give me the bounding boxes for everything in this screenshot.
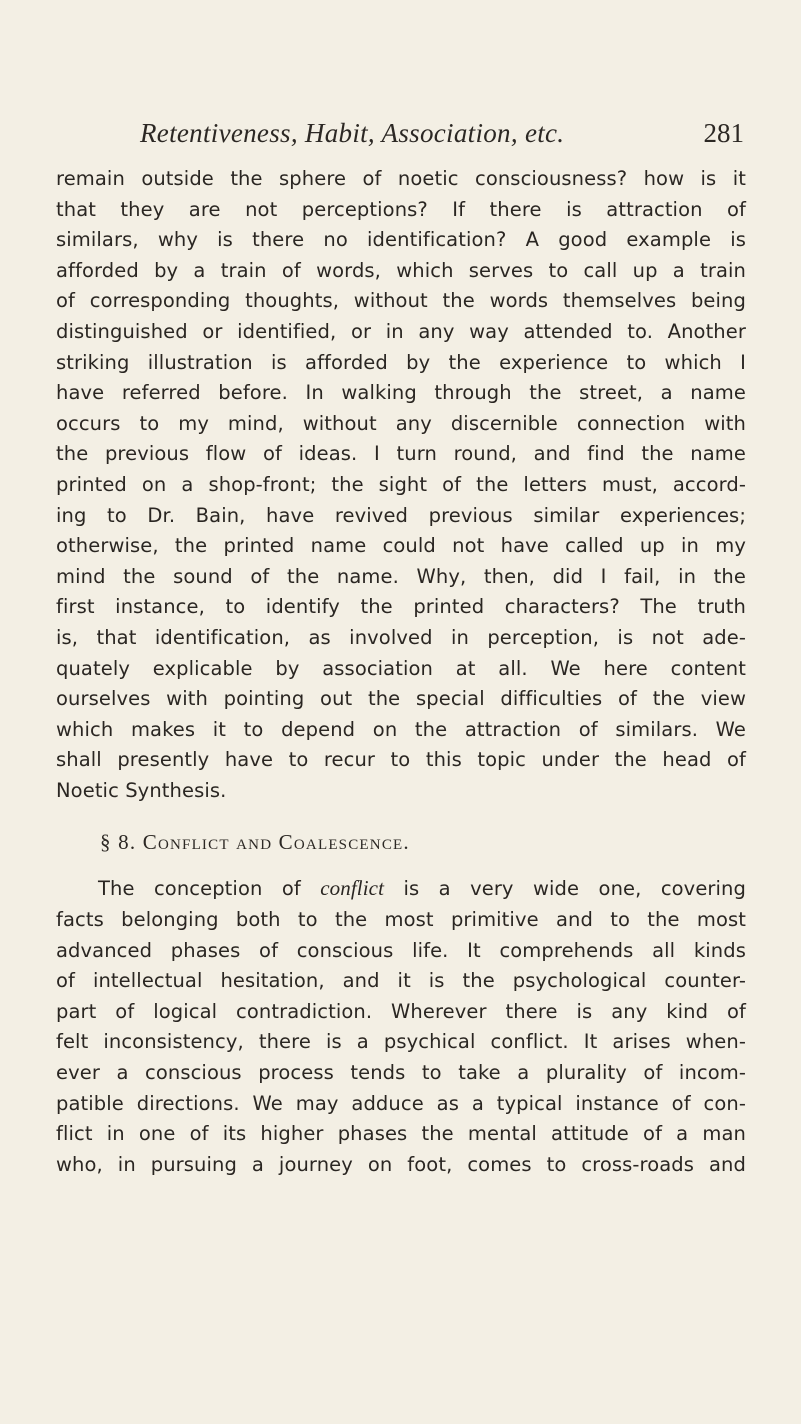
text-line: shall presently have to recur to this topic under the head of: [56, 748, 746, 772]
text-line: printed on a shop-front; the sight of the letters must, accord-: [56, 472, 746, 496]
text-line: facts belonging both to the most primitive and to the most: [56, 908, 746, 932]
running-title: Retentiveness, Habit, Association, etc.: [140, 118, 565, 148]
page-header: [56, 118, 746, 158]
text-line: have referred before. In walking through the street, a name: [56, 381, 746, 405]
text-line: remain outside the sphere of noetic consciousness? how is it: [56, 167, 746, 190]
text-line: who, in pursuing a journey on foot, comes to cross-roads and: [56, 1152, 746, 1176]
text-line: felt inconsistency, there is a psychical conflict. It arises when-: [56, 1030, 746, 1054]
text-line: which makes it to depend on the attraction of similars. We: [56, 717, 746, 741]
page-number: 281: [703, 118, 744, 148]
text-line: patible directions. We may adduce as a typical instance of con-: [56, 1091, 746, 1115]
text-line: ourselves with pointing out the special difficulties of the view: [56, 687, 746, 711]
text-line: afforded by a train of words, which serves to call up a train: [56, 258, 746, 282]
text-line-first: [56, 873, 746, 905]
text-line: part of logical contradiction. Wherever there is any kind of: [56, 999, 746, 1023]
paragraph-2: [56, 873, 746, 1180]
text-line: mind the sound of the name. Why, then, did I fail, in the: [56, 564, 746, 588]
text-line: of intellectual hesitation, and it is the psychological counter-: [56, 969, 746, 993]
text-line: of corresponding thoughts, without the words themselves being: [56, 289, 746, 313]
section-heading: § 8. Conflict and Coalescence.: [100, 830, 410, 855]
text-line: otherwise, the printed name could not have called up in my: [56, 534, 746, 558]
text-line: ever a conscious process tends to take a plurality of incom-: [56, 1061, 746, 1085]
text-run: The conception of: [98, 877, 321, 901]
text-line: Noetic Synthesis.: [56, 778, 227, 802]
italic-term: conflict: [320, 876, 385, 901]
text-line: is, that identification, as involved in perception, is not ade-: [56, 625, 746, 649]
paragraph-1: [56, 164, 746, 806]
text-run: is a very wide one, covering: [384, 877, 746, 901]
text-line: distinguished or identified, or in any way attended to. Another: [56, 319, 746, 343]
text-line: quately explicable by association at all. We here content: [56, 656, 746, 680]
text-line: striking illustration is afforded by the experience to which I: [56, 350, 746, 374]
text-line: advanced phases of conscious life. It comprehends all kinds: [56, 938, 746, 962]
book-page: [56, 118, 746, 1180]
text-line: similars, why is there no identification? A good example is: [56, 228, 746, 252]
text-line: occurs to my mind, without any discernible connection with: [56, 411, 746, 435]
text-line: the previous flow of ideas. I turn round, and find the name: [56, 442, 746, 466]
text-line: ing to Dr. Bain, have revived previous similar experiences;: [56, 503, 746, 527]
text-line: that they are not perceptions? If there is attraction of: [56, 197, 746, 221]
text-line: flict in one of its higher phases the mental attitude of a man: [56, 1122, 746, 1146]
text-line: first instance, to identify the printed characters? The truth: [56, 595, 746, 619]
